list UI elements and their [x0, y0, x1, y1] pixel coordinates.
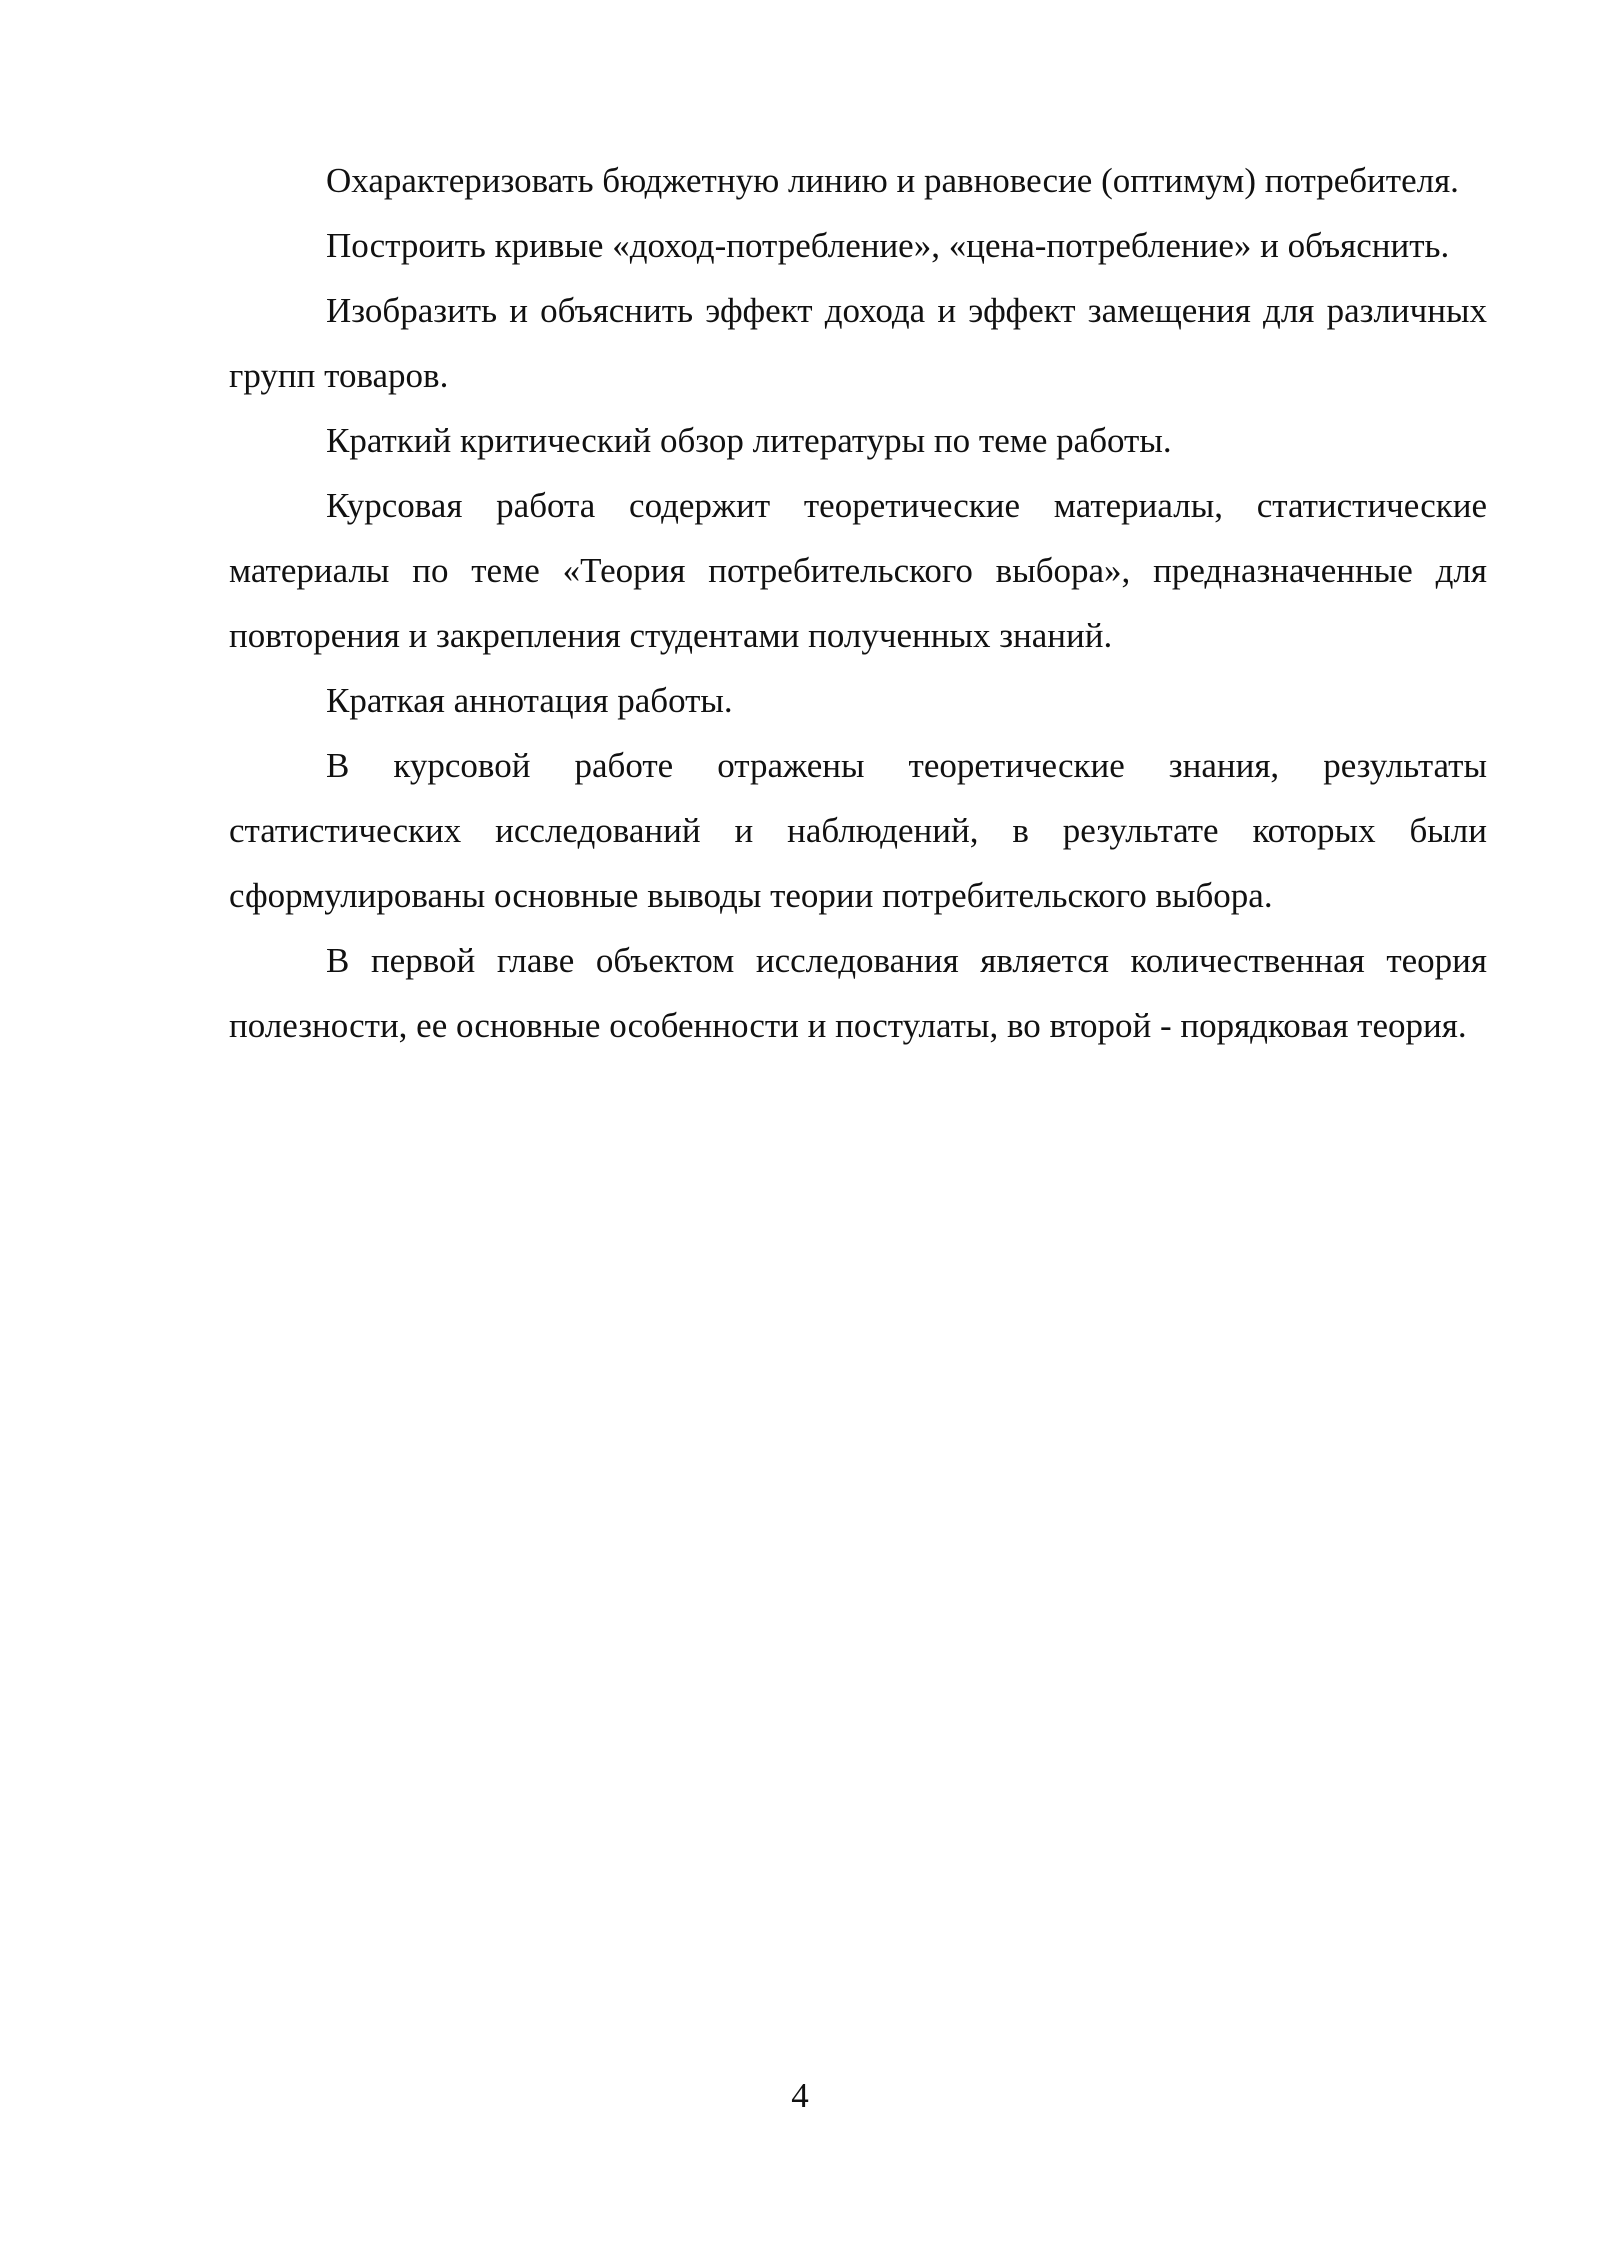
paragraph-income-substitution-effect: Изобразить и объяснить эффект дохода и эффект замещения для различных групп товаров.: [229, 291, 1487, 395]
page-number: 4: [791, 2076, 809, 2115]
body-text: [229, 148, 1487, 1058]
paragraph-curves: Построить кривые «доход-потребление», «цена-потребление» и объяснить.: [326, 226, 1450, 265]
paragraph-first-chapter: В первой главе объектом исследования является количественная теория полезности, ее основные особенности и постулаты, во второй - порядковая теория.: [229, 941, 1487, 1045]
paragraph-coursework-findings: В курсовой работе отражены теоретические знания, результаты статистических исследований и наблюдений, в результате которых были сформулированы основные выводы теории потребительского выбора.: [229, 746, 1487, 915]
paragraph-literature-review: Краткий критический обзор литературы по теме работы.: [326, 421, 1172, 460]
paragraph-annotation-heading: Краткая аннотация работы.: [326, 681, 733, 720]
paragraph-budget-line: Охарактеризовать бюджетную линию и равновесие (оптимум) потребителя.: [326, 161, 1459, 200]
paragraph-coursework-content: Курсовая работа содержит теоретические материалы, статистические материалы по теме «Теория потребительского выбора», предназначенные для повторения и закрепления студентами полученных знаний.: [229, 486, 1487, 655]
